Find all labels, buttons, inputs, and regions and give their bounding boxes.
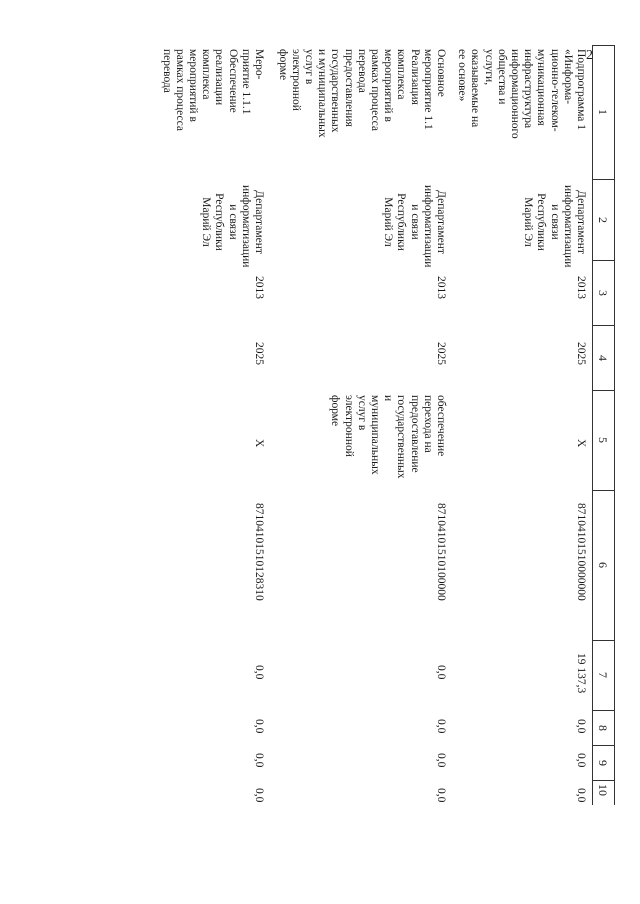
column-number: 5 [596,437,610,443]
col-sep [593,325,615,326]
row-value-9: 0,0 [575,753,587,768]
page-number: 2 [586,48,593,63]
col-sep [593,390,615,391]
col-sep [593,710,615,711]
table-top-border [614,45,615,805]
col-sep [593,179,615,180]
row-code: 87104101510128310 [253,503,265,601]
row-executor: Департамент информатизации и связи Республики Марий Эл [522,185,587,268]
row-value-8: 0,0 [575,719,587,734]
row-result: X [253,439,265,448]
row-value-8: 0,0 [253,719,265,734]
row-value-8: 0,0 [435,719,447,734]
column-number: 10 [596,784,610,796]
row-value-7: 0,0 [253,665,265,680]
col-sep [593,45,615,46]
row-executor: Департамент информатизации и связи Республики Марий Эл [200,185,265,268]
row-value-7: 19 137,3 [575,653,587,694]
column-number: 9 [596,760,610,766]
col-sep [593,490,615,491]
row-name: Меро- приятие 1.1.1 Обеспечение реализации комплекса мероприятий в рамках процесса перевода [160,49,265,131]
col-sep [593,745,615,746]
row-value-7: 0,0 [435,665,447,680]
column-number: 4 [596,355,610,361]
column-number: 7 [596,672,610,678]
column-number: 8 [596,725,610,731]
row-name: Подпрограмма 1 «Информа- ционно-телеком- муникационная инфраструктура информационного общества и услуги, оказываемые на ее основе» [456,49,587,139]
rotated-table [121,45,615,805]
row-code: 87104101510000000 [575,503,587,601]
column-number: 2 [596,217,610,223]
col-sep [593,640,615,641]
column-number: 3 [596,290,610,296]
column-number: 6 [596,562,610,568]
row-name: Основное мероприятие 1.1 Реализация комплекса мероприятий в рамках процесса перевода предоставления государственных и муниципальных услуг в электронной форме [276,49,447,138]
row-end: 2025 [253,342,265,365]
row-end: 2025 [435,342,447,365]
header-bottom-border [592,45,593,805]
row-start: 2013 [253,276,265,299]
row-result: X [575,439,587,448]
row-value-10: 0,0 [435,788,447,803]
row-value-9: 0,0 [435,753,447,768]
column-number: 1 [596,109,610,115]
row-value-9: 0,0 [253,753,265,768]
row-value-10: 0,0 [253,788,265,803]
row-start: 2013 [435,276,447,299]
row-executor: Департамент информатизации и связи Республики Марий Эл [382,185,447,268]
row-value-10: 0,0 [575,788,587,803]
row-result: обеспечение перехода на предоставление государственных и муниципальных услуг в электронной форме [329,395,447,479]
row-end: 2025 [575,342,587,365]
col-sep [593,260,615,261]
row-code: 87104101510100000 [435,503,447,601]
row-start: 2013 [575,276,587,299]
